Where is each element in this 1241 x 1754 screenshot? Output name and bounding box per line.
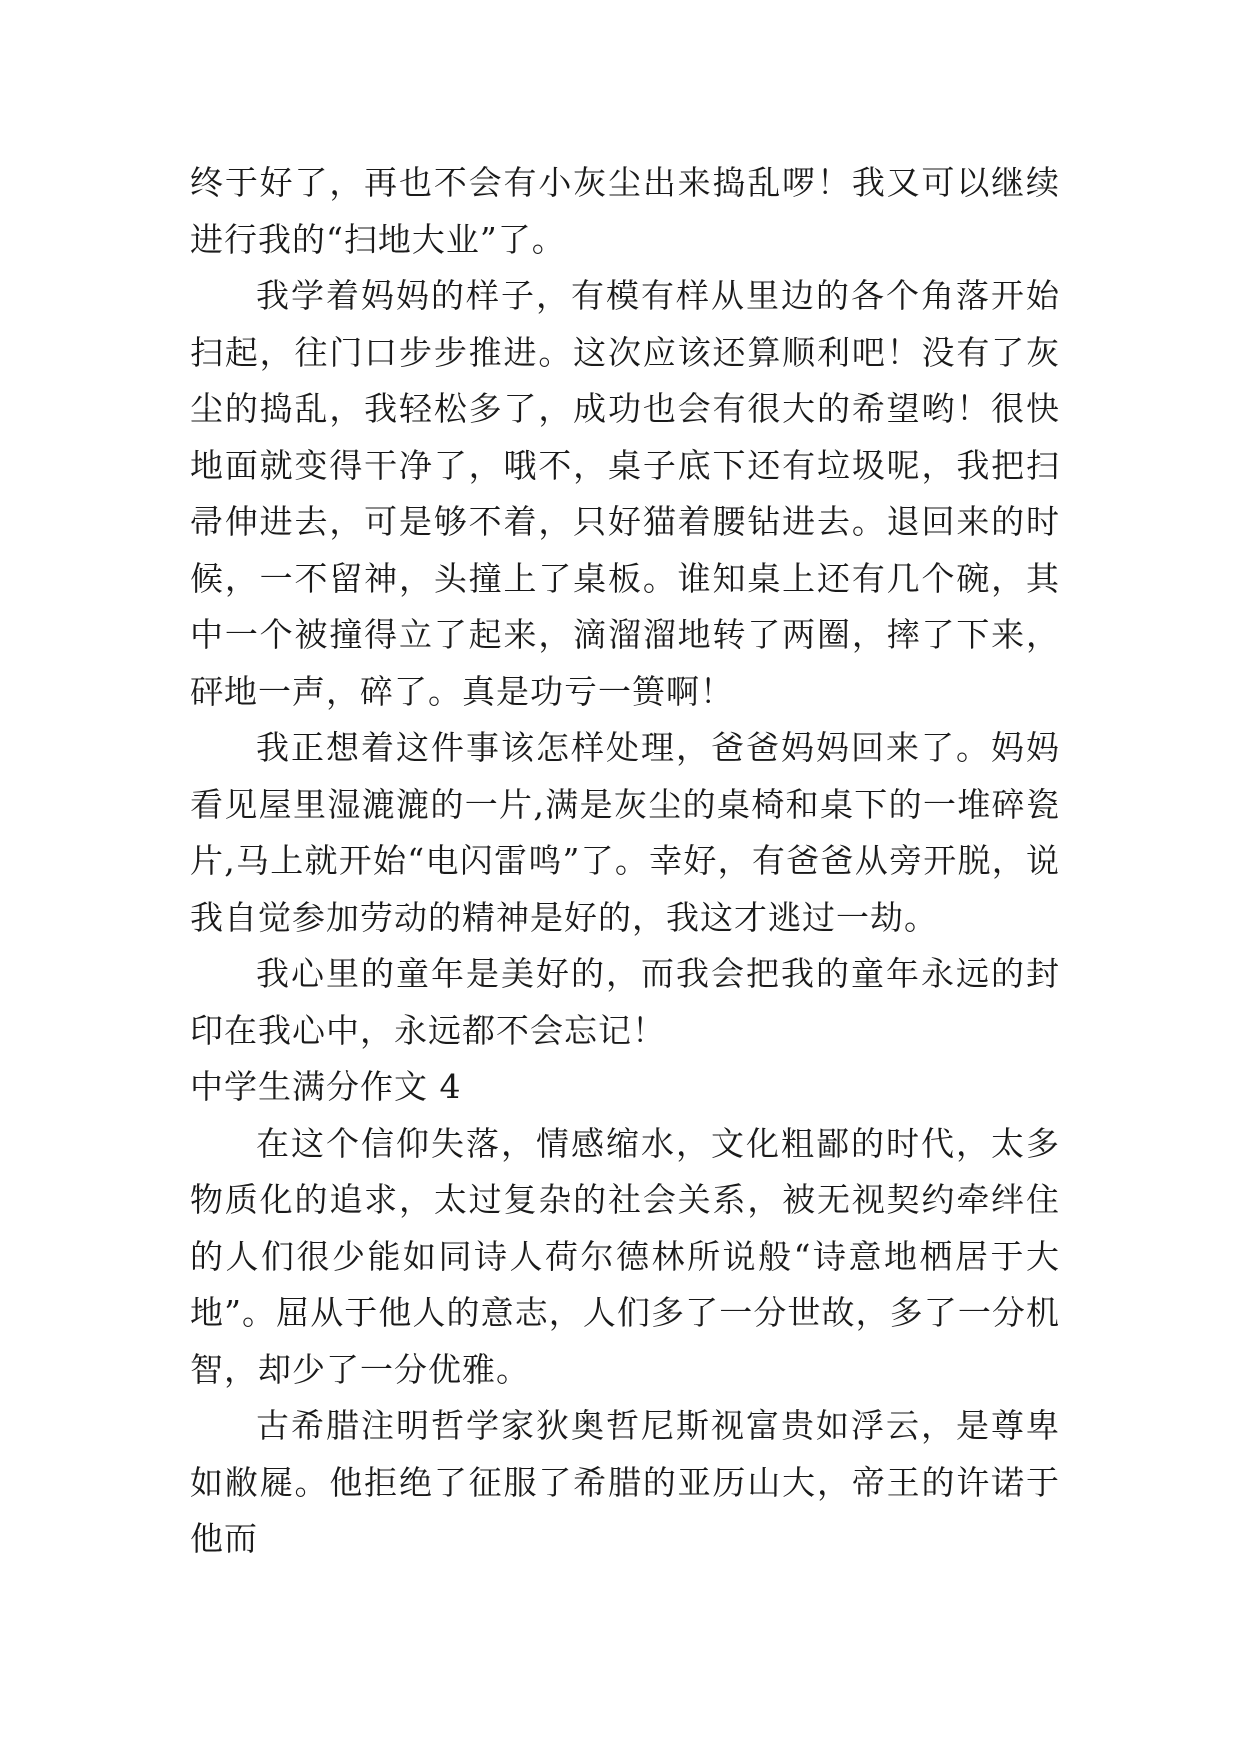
paragraph-6: 古希腊注明哲学家狄奥哲尼斯视富贵如浮云，是尊卑如敝屣。他拒绝了征服了希腊的亚历山大，帝王的许诺于他而 bbox=[190, 1406, 1060, 1558]
paragraph-4: 我心里的童年是美好的，而我会把我的童年永远的封印在我心中，永远都不会忘记！ bbox=[190, 954, 1060, 1050]
section-heading: 中学生满分作文 4 bbox=[190, 1067, 462, 1106]
paragraph-3: 我正想着这件事该怎样处理，爸爸妈妈回来了。妈妈看见屋里湿漉漉的一片,满是灰尘的桌椅和桌下的一堆碎瓷片,马上就开始“电闪雷鸣”了。幸好，有爸爸从旁开脱，说我自觉参加劳动的精神是好的，我这才逃过一劫。 bbox=[190, 728, 1060, 937]
document-page bbox=[190, 155, 1060, 1568]
paragraph-5: 在这个信仰失落，情感缩水，文化粗鄙的时代，太多物质化的追求，太过复杂的社会关系，被无视契约牵绊住的人们很少能如同诗人荷尔德林所说般“诗意地栖居于大地”。屈从于他人的意志，人们多了一分世故，多了一分机智，却少了一分优雅。 bbox=[190, 1123, 1060, 1389]
paragraph-1: 终于好了，再也不会有小灰尘出来捣乱啰！我又可以继续进行我的“扫地大业”了。 bbox=[190, 163, 1060, 259]
paragraph-2: 我学着妈妈的样子，有模有样从里边的各个角落开始扫起，往门口步步推进。这次应该还算顺利吧！没有了灰尘的捣乱，我轻松多了，成功也会有很大的希望哟！很快地面就变得干净了，哦不，桌子底下还有垃圾呢，我把扫帚伸进去，可是够不着，只好猫着腰钻进去。退回来的时候，一不留神，头撞上了桌板。谁知桌上还有几个碗，其中一个被撞得立了起来，滴溜溜地转了两圈，摔了下来，砰地一声，碎了。真是功亏一篑啊！ bbox=[190, 276, 1060, 711]
